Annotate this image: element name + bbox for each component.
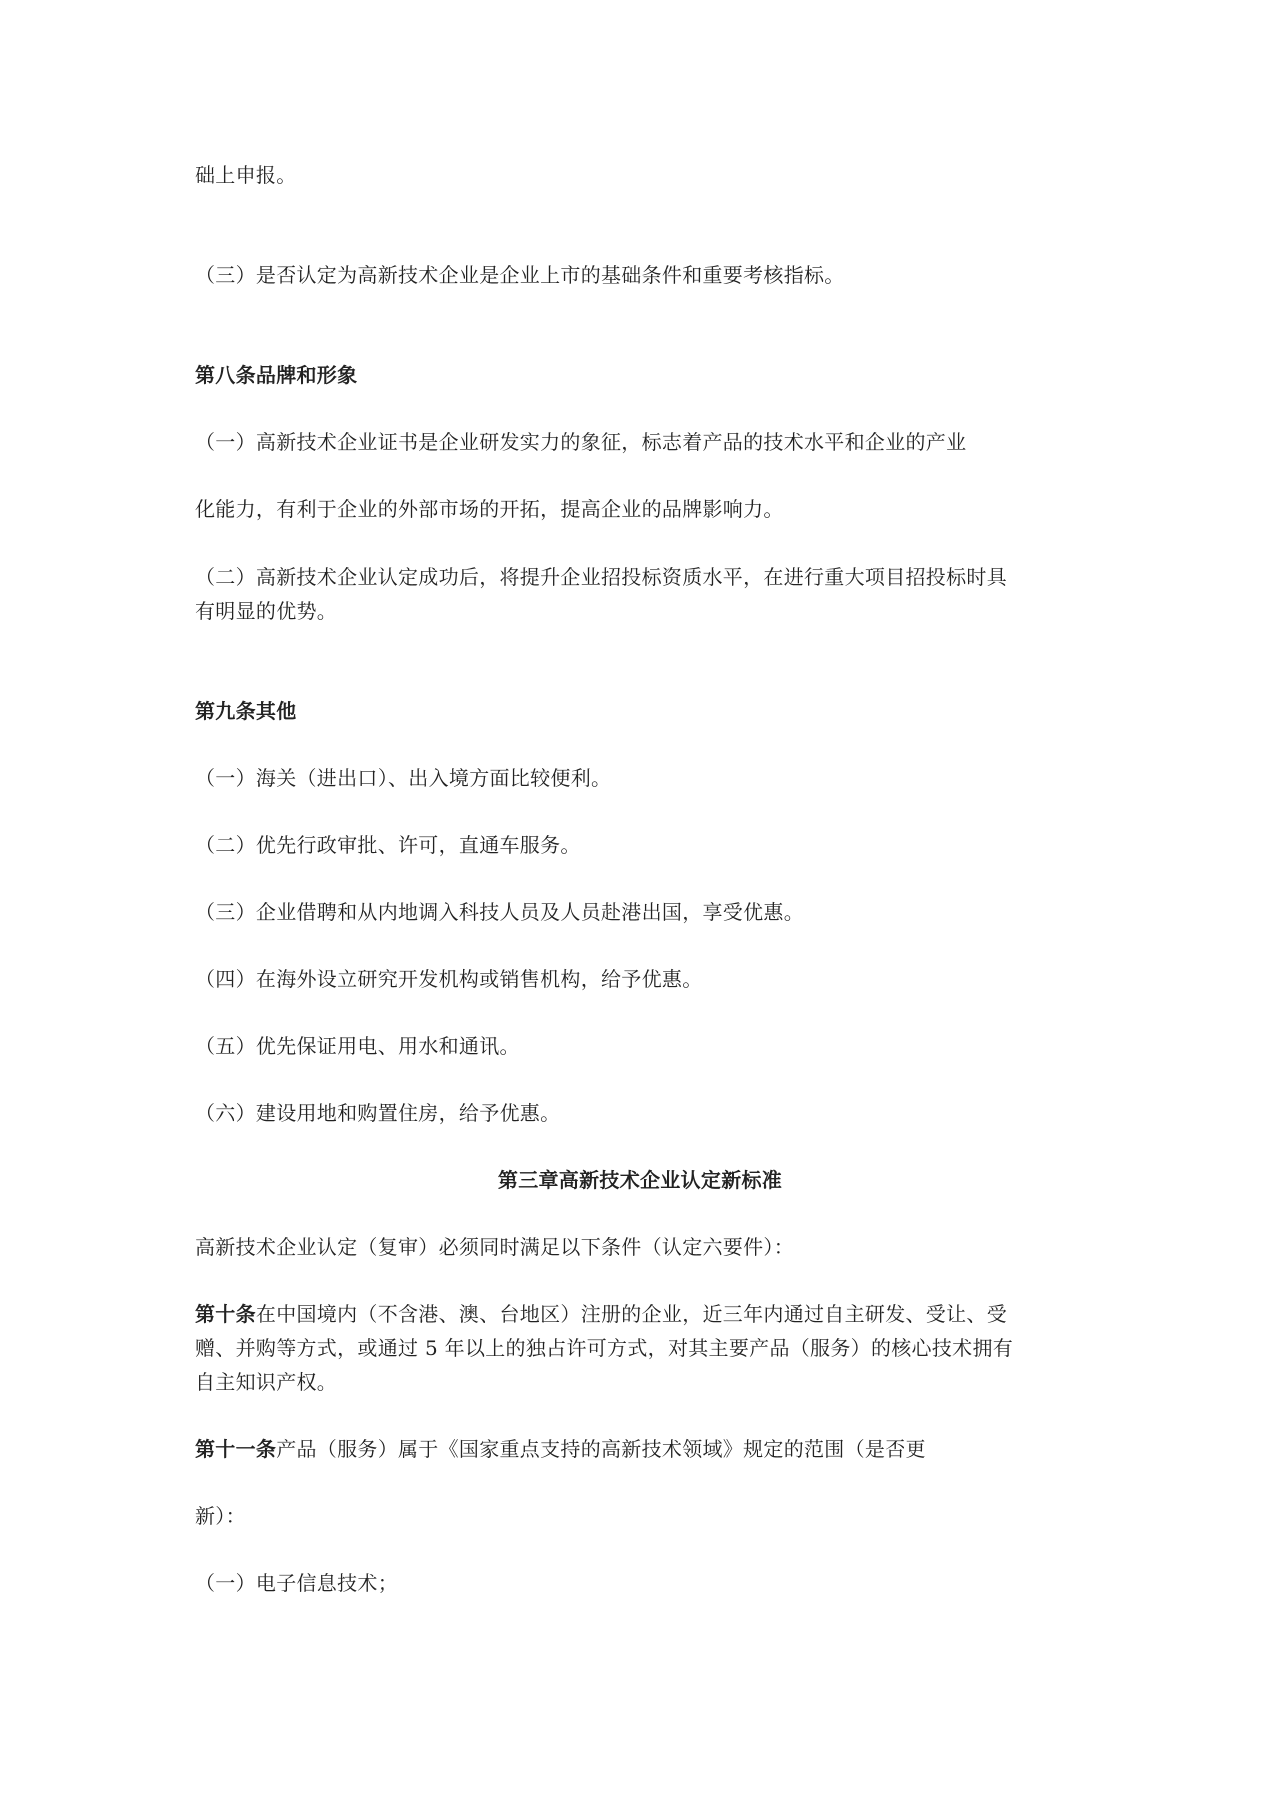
- article-9-item-1: （一）海关（进出口）、出入境方面比较便利。: [195, 766, 612, 790]
- chapter-3-intro: 高新技术企业认定（复审）必须同时满足以下条件（认定六要件）：: [195, 1235, 794, 1259]
- article-11-text-1: 产品（服务）属于《国家重点支持的高新技术领域》规定的范围（是否更: [276, 1437, 926, 1461]
- article-9-item-5: （五）优先保证用电、用水和通讯。: [195, 1034, 520, 1058]
- article-10-text-1: 在中国境内（不含港、澳、台地区）注册的企业，近三年内通过自主研发、受让、受: [255, 1302, 1008, 1326]
- article-8-item-1-line-1: （一）高新技术企业证书是企业研发实力的象征，标志着产品的技术水平和企业的产业: [195, 430, 967, 454]
- article-11-label: 第十一条: [195, 1437, 277, 1461]
- article-8-item-1-line-2: 化能力，有利于企业的外部市场的开拓，提高企业的品牌影响力。: [195, 497, 784, 521]
- article-9-item-6: （六）建设用地和购置住房，给予优惠。: [195, 1101, 561, 1125]
- article-8-item-2-line-1: （二）高新技术企业认定成功后，将提升企业招投标资质水平，在进行重大项目招投标时具: [195, 565, 1007, 589]
- article-11-line-1: [195, 1432, 926, 1466]
- chapter-3-title: 第三章高新技术企业认定新标准: [497, 1168, 783, 1192]
- article-11-item-1: （一）电子信息技术；: [195, 1571, 398, 1595]
- article-10-line-2: 赠、并购等方式，或通过 5 年以上的独占许可方式，对其主要产品（服务）的核心技术拥有: [195, 1336, 1014, 1360]
- article-10-label: 第十条: [195, 1302, 256, 1326]
- article-9-item-3: （三）企业借聘和从内地调入科技人员及人员赴港出国，享受优惠。: [195, 900, 804, 924]
- article-10-line-1: [195, 1297, 1007, 1331]
- article-9-item-2: （二）优先行政审批、许可，直通车服务。: [195, 833, 581, 857]
- paragraph-item-3: （三）是否认定为高新技术企业是企业上市的基础条件和重要考核指标。: [195, 263, 845, 287]
- article-8-item-2-line-2: 有明显的优势。: [195, 599, 338, 623]
- article-9-item-4: （四）在海外设立研究开发机构或销售机构，给予优惠。: [195, 967, 703, 991]
- article-11-line-2: 新）：: [195, 1504, 246, 1528]
- paragraph-continuation: 础上申报。: [195, 163, 297, 187]
- section-heading-article-8: 第八条品牌和形象: [195, 363, 358, 387]
- section-heading-article-9: 第九条其他: [195, 699, 297, 723]
- article-10-line-3: 自主知识产权。: [195, 1370, 338, 1394]
